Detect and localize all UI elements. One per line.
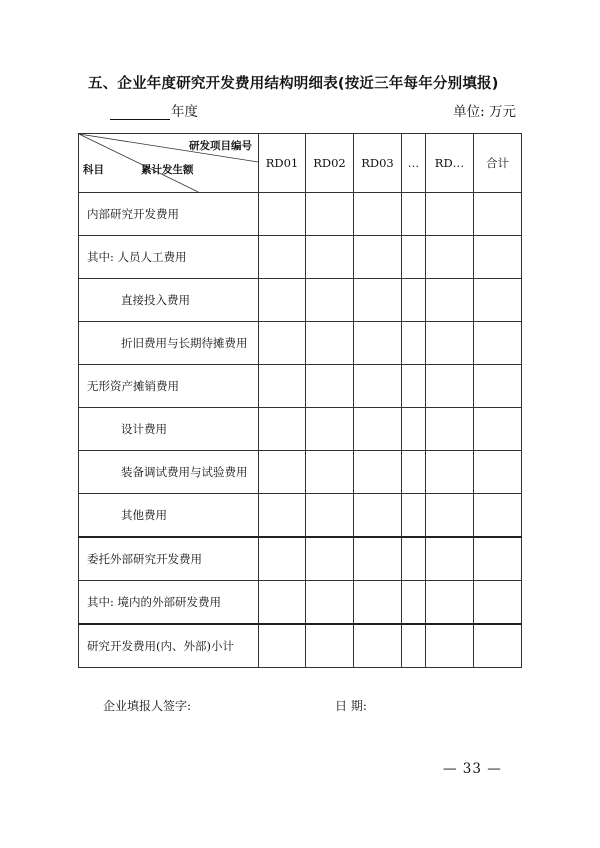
amount-cell[interactable] <box>306 408 354 451</box>
row-label: 装备调试费用与试验费用 <box>79 451 259 494</box>
row-label: 内部研究开发费用 <box>79 193 259 236</box>
amount-cell[interactable] <box>426 494 474 538</box>
amount-cell[interactable] <box>259 236 306 279</box>
unit-label: 单位: 万元 <box>453 104 516 120</box>
amount-cell[interactable] <box>426 581 474 625</box>
expense-structure-table <box>78 133 522 668</box>
signature-label: 企业填报人签字: <box>103 699 192 713</box>
amount-cell[interactable] <box>306 537 354 581</box>
amount-cell[interactable] <box>426 279 474 322</box>
row-label: 委托外部研究开发费用 <box>79 537 259 581</box>
amount-cell[interactable] <box>306 624 354 668</box>
amount-cell[interactable] <box>474 408 522 451</box>
amount-cell[interactable] <box>306 494 354 538</box>
amount-cell[interactable] <box>402 365 426 408</box>
amount-cell[interactable] <box>354 365 402 408</box>
amount-cell[interactable] <box>306 581 354 625</box>
amount-cell[interactable] <box>259 365 306 408</box>
amount-cell[interactable] <box>402 494 426 538</box>
table-row <box>79 624 522 668</box>
table-row <box>79 322 522 365</box>
amount-cell[interactable] <box>474 365 522 408</box>
row-label: 其他费用 <box>79 494 259 538</box>
amount-cell[interactable] <box>474 537 522 581</box>
amount-cell[interactable] <box>259 494 306 538</box>
amount-cell[interactable] <box>402 236 426 279</box>
amount-cell[interactable] <box>474 451 522 494</box>
table-row <box>79 408 522 451</box>
amount-cell[interactable] <box>402 408 426 451</box>
column-header-rd-more: RD… <box>426 134 474 193</box>
table-row <box>79 494 522 538</box>
page-title: 五、企业年度研究开发费用结构明细表(按近三年每年分别填报) <box>88 76 499 92</box>
amount-cell[interactable] <box>474 193 522 236</box>
amount-cell[interactable] <box>259 408 306 451</box>
table-row <box>79 236 522 279</box>
amount-cell[interactable] <box>259 451 306 494</box>
row-label: 其中: 人员人工费用 <box>79 236 259 279</box>
amount-cell[interactable] <box>259 624 306 668</box>
page-number: — 33 — <box>443 761 502 777</box>
amount-cell[interactable] <box>474 236 522 279</box>
amount-cell[interactable] <box>259 279 306 322</box>
amount-cell[interactable] <box>426 365 474 408</box>
amount-cell[interactable] <box>306 193 354 236</box>
amount-cell[interactable] <box>259 193 306 236</box>
row-label: 无形资产摊销费用 <box>79 365 259 408</box>
amount-cell[interactable] <box>354 624 402 668</box>
table-header-row <box>79 134 522 193</box>
header-project-number: 研发项目编号 <box>189 140 252 152</box>
amount-cell[interactable] <box>354 537 402 581</box>
amount-cell[interactable] <box>402 193 426 236</box>
row-label: 研究开发费用(内、外部)小计 <box>79 624 259 668</box>
column-header-rd03: RD03 <box>354 134 402 193</box>
row-label: 设计费用 <box>79 408 259 451</box>
amount-cell[interactable] <box>426 408 474 451</box>
table-body <box>79 193 522 668</box>
column-header-rd01: RD01 <box>259 134 306 193</box>
amount-cell[interactable] <box>354 451 402 494</box>
row-label: 其中: 境内的外部研发费用 <box>79 581 259 625</box>
amount-cell[interactable] <box>474 581 522 625</box>
year-blank-line <box>110 105 170 120</box>
amount-cell[interactable] <box>306 279 354 322</box>
amount-cell[interactable] <box>306 365 354 408</box>
column-header-total: 合计 <box>474 134 522 193</box>
amount-cell[interactable] <box>354 236 402 279</box>
diagonal-header-cell <box>79 134 259 193</box>
amount-cell[interactable] <box>402 581 426 625</box>
amount-cell[interactable] <box>426 624 474 668</box>
header-accumulated-amount: 累计发生额 <box>141 164 194 176</box>
amount-cell[interactable] <box>474 494 522 538</box>
year-field <box>110 100 198 120</box>
amount-cell[interactable] <box>402 624 426 668</box>
table-row <box>79 581 522 625</box>
table-row <box>79 537 522 581</box>
amount-cell[interactable] <box>306 451 354 494</box>
row-label: 折旧费用与长期待摊费用 <box>79 322 259 365</box>
amount-cell[interactable] <box>402 451 426 494</box>
amount-cell[interactable] <box>259 322 306 365</box>
amount-cell[interactable] <box>306 236 354 279</box>
amount-cell[interactable] <box>354 408 402 451</box>
header-subject: 科目 <box>83 164 104 176</box>
amount-cell[interactable] <box>426 322 474 365</box>
amount-cell[interactable] <box>402 537 426 581</box>
amount-cell[interactable] <box>354 494 402 538</box>
amount-cell[interactable] <box>306 322 354 365</box>
year-suffix: 年度 <box>171 104 198 120</box>
amount-cell[interactable] <box>259 537 306 581</box>
amount-cell[interactable] <box>259 581 306 625</box>
table-row <box>79 193 522 236</box>
column-header-ellipsis: … <box>402 134 426 193</box>
table-row <box>79 365 522 408</box>
amount-cell[interactable] <box>402 322 426 365</box>
amount-cell[interactable] <box>474 279 522 322</box>
amount-cell[interactable] <box>426 451 474 494</box>
table-row <box>79 451 522 494</box>
amount-cell[interactable] <box>474 322 522 365</box>
amount-cell[interactable] <box>426 193 474 236</box>
amount-cell[interactable] <box>426 236 474 279</box>
date-label: 日 期: <box>335 699 367 713</box>
row-label: 直接投入费用 <box>79 279 259 322</box>
amount-cell[interactable] <box>354 279 402 322</box>
column-header-rd02: RD02 <box>306 134 354 193</box>
amount-cell[interactable] <box>402 279 426 322</box>
amount-cell[interactable] <box>354 193 402 236</box>
amount-cell[interactable] <box>354 322 402 365</box>
amount-cell[interactable] <box>474 624 522 668</box>
amount-cell[interactable] <box>354 581 402 625</box>
amount-cell[interactable] <box>426 537 474 581</box>
table-row <box>79 279 522 322</box>
